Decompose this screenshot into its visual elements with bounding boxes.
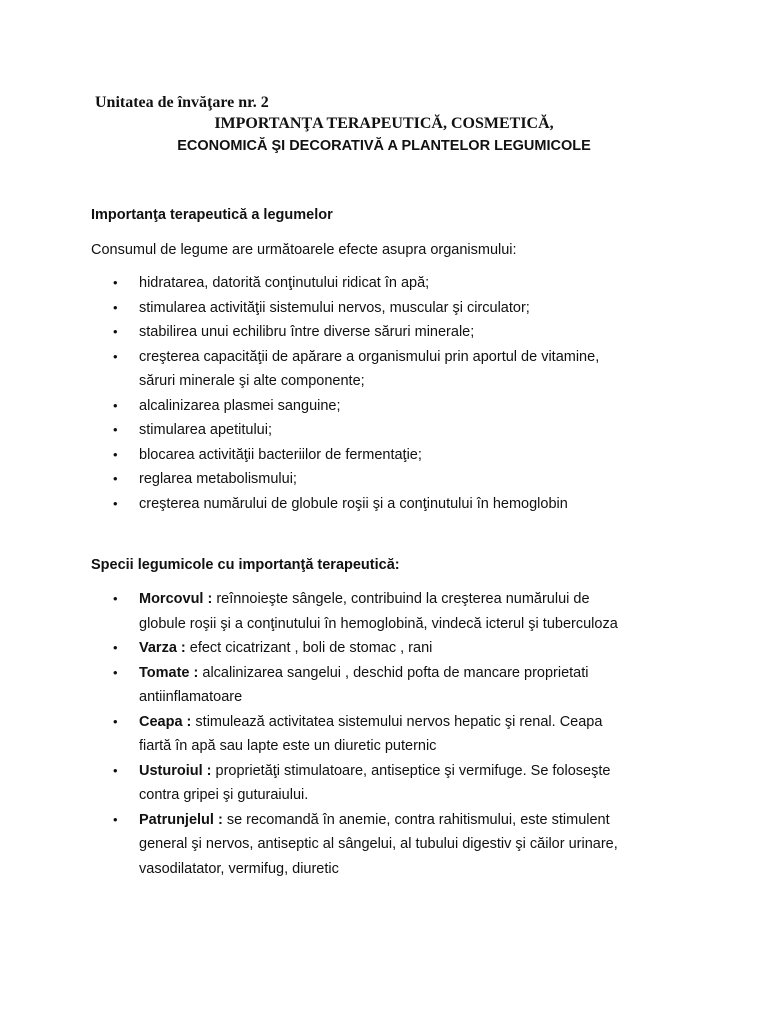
list-item — [0, 271, 700, 296]
species-name: Morcovul : — [139, 591, 213, 607]
list-item-text: hidratarea, datorită conţinutului ridicat în apă; — [139, 275, 430, 291]
bullet: • — [113, 422, 118, 437]
list-item-text: stabilirea unui echilibru între diverse săruri minerale; — [139, 324, 475, 340]
species-description-continued: contra gripei şi guturaiului. — [139, 787, 309, 803]
bullet: • — [113, 397, 118, 413]
species-description-continued: fiartă în apă sau lapte este un diuretic puternic — [139, 738, 437, 754]
list-item — [0, 443, 700, 468]
species-name: Tomate : — [139, 664, 199, 681]
species-list — [0, 587, 700, 881]
list-item — [0, 345, 700, 394]
list-item — [0, 418, 700, 443]
section-1-intro: Consumul de legume are următoarele efecte asupra organismului: — [91, 242, 517, 258]
species-item-ceapa — [0, 710, 700, 759]
bullet: • — [113, 664, 118, 680]
bullet: • — [113, 591, 118, 606]
list-item-text: creşterea capacităţii de apărare a organismului prin aportul de vitamine, — [139, 348, 600, 365]
species-description: efect cicatrizant , boli de stomac , rani — [185, 640, 433, 656]
list-item — [0, 394, 700, 419]
bullet: • — [113, 471, 118, 486]
list-item — [0, 296, 700, 321]
unit-label: Unitatea de învăţare nr. 2 — [95, 94, 269, 111]
species-item-varza — [0, 636, 700, 661]
species-description: se recomandă în anemie, contra rahitismului, este stimulent — [222, 811, 610, 828]
species-name: Patrunjelul : — [139, 811, 223, 828]
bullet: • — [113, 640, 118, 655]
species-item-tomate — [0, 661, 700, 710]
bullet: • — [113, 275, 118, 290]
list-item-text: stimularea activităţii sistemului nervos, muscular şi circulator; — [139, 299, 530, 316]
species-name: Varza : — [139, 640, 186, 656]
bullet: • — [113, 762, 118, 778]
list-item — [0, 492, 700, 517]
list-item-text: reglarea metabolismului; — [139, 471, 297, 487]
document-title-line-2: ECONOMICĂ ŞI DECORATIVĂ A PLANTELOR LEGUMICOLE — [177, 138, 591, 154]
effects-list — [0, 271, 700, 516]
section-1-heading: Importanţa terapeutică a legumelor — [91, 207, 333, 223]
bullet: • — [113, 713, 118, 729]
bullet: • — [113, 324, 118, 339]
species-description-continued: general şi nervos, antiseptic al sângelui, al tubului digestiv şi căilor urinare, — [139, 836, 618, 852]
species-description-continued: antiinflamatoare — [139, 689, 243, 705]
list-item-text: stimularea apetitului; — [139, 422, 272, 438]
bullet: • — [113, 495, 118, 511]
bullet: • — [113, 299, 118, 315]
list-item-text: creşterea numărului de globule roşii şi a conţinutului în hemoglobin — [139, 495, 568, 512]
species-item-usturoiul — [0, 759, 700, 808]
species-name: Ceapa : — [139, 713, 192, 730]
bullet: • — [113, 446, 118, 462]
species-description-continued: vasodilatator, vermifug, diuretic — [139, 860, 339, 877]
species-description-continued: globule roşii şi a conţinutului în hemoglobină, vindecă icterul şi tuberculoza — [139, 615, 618, 632]
bullet: • — [113, 348, 118, 364]
list-item-text-continued: săruri minerale şi alte componente; — [139, 373, 365, 389]
list-item-text: alcalinizarea plasmei sanguine; — [139, 397, 341, 414]
document-title-line-1: IMPORTANŢA TERAPEUTICĂ, COSMETICĂ, — [214, 115, 554, 132]
list-item-text: blocarea activităţii bacteriilor de fermentaţie; — [139, 446, 422, 463]
bullet: • — [113, 811, 118, 827]
species-name: Usturoiul : — [139, 762, 212, 779]
species-description: stimulează activitatea sistemului nervos hepatic şi renal. Ceapa — [191, 713, 603, 730]
list-item — [0, 467, 700, 492]
section-2-heading: Specii legumicole cu importanţă terapeutică: — [91, 557, 400, 573]
species-item-morcovul — [0, 587, 700, 636]
species-description: reînnoieşte sângele, contribuind la creşterea numărului de — [212, 591, 590, 607]
species-item-patrunjelul — [0, 808, 700, 882]
species-description: proprietăţi stimulatoare, antiseptice şi vermifuge. Se foloseşte — [211, 762, 611, 779]
species-description: alcalinizarea sangelui , deschid pofta de mancare proprietati — [198, 664, 589, 681]
list-item — [0, 320, 700, 345]
